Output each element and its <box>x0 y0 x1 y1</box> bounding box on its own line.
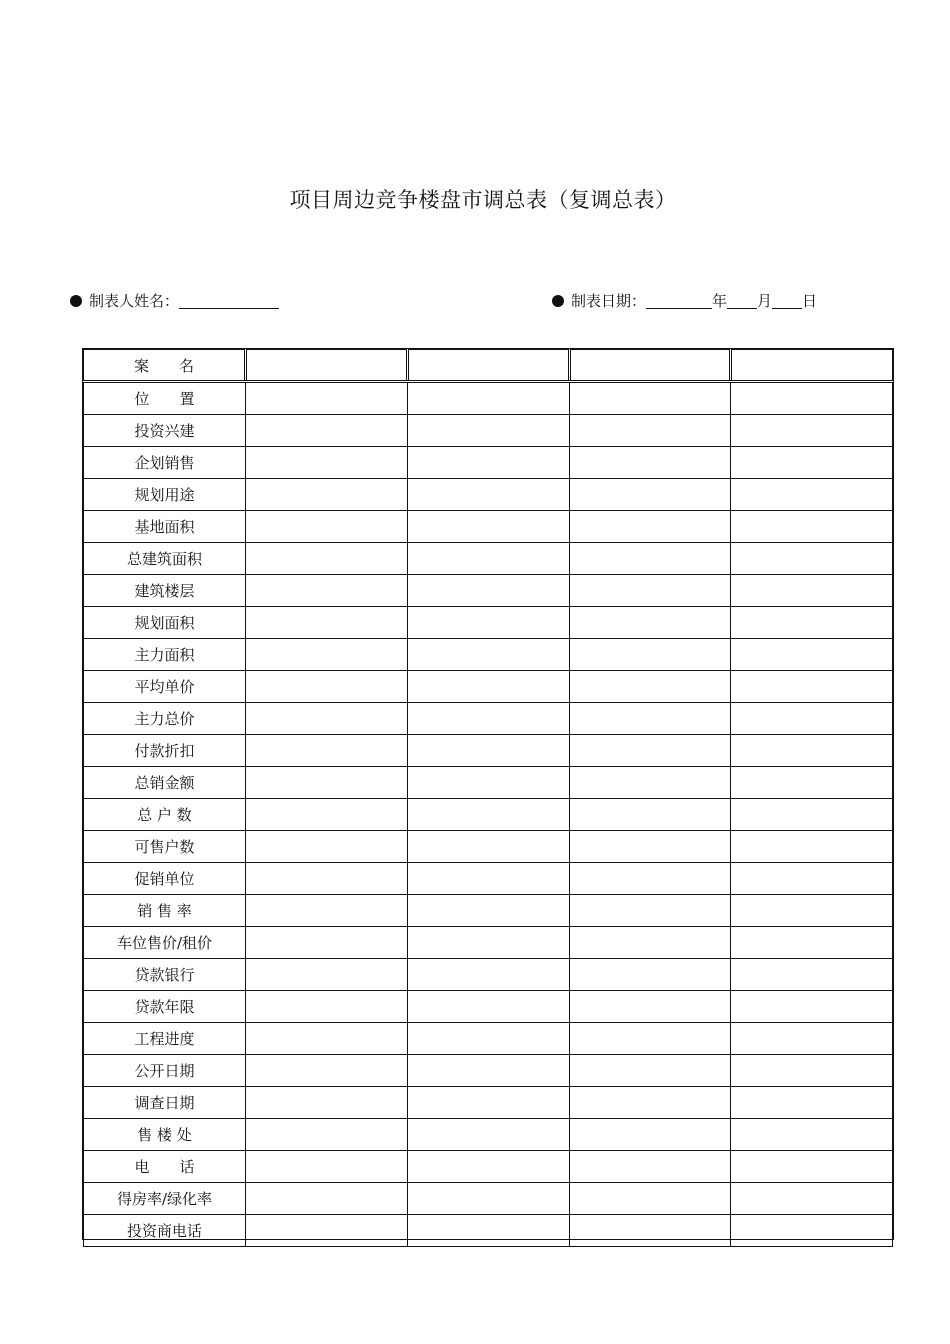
table-cell[interactable] <box>407 1215 569 1247</box>
preparer-name-blank[interactable] <box>179 292 279 309</box>
table-cell[interactable] <box>731 959 893 991</box>
table-cell[interactable] <box>246 447 408 479</box>
table-cell[interactable] <box>569 831 731 863</box>
table-cell[interactable] <box>246 959 408 991</box>
table-cell[interactable] <box>407 991 569 1023</box>
table-row <box>84 831 893 863</box>
table-cell[interactable] <box>407 543 569 575</box>
table-cell[interactable] <box>569 350 731 382</box>
table-cell[interactable] <box>569 703 731 735</box>
table-cell[interactable] <box>731 1183 893 1215</box>
table-cell[interactable] <box>246 543 408 575</box>
row-label: 基地面积 <box>84 511 246 543</box>
table-cell[interactable] <box>569 895 731 927</box>
table-cell[interactable] <box>569 382 731 415</box>
table-row <box>84 1215 893 1247</box>
row-label: 电 话 <box>84 1151 246 1183</box>
table-cell[interactable] <box>246 799 408 831</box>
table-cell[interactable] <box>569 511 731 543</box>
table-row <box>84 767 893 799</box>
row-label: 贷款银行 <box>84 959 246 991</box>
table-cell[interactable] <box>731 735 893 767</box>
row-label: 调查日期 <box>84 1087 246 1119</box>
month-label: 月 <box>757 292 773 310</box>
table-cell[interactable] <box>731 927 893 959</box>
table-cell[interactable] <box>246 575 408 607</box>
table-cell[interactable] <box>407 511 569 543</box>
table-row <box>84 543 893 575</box>
row-label: 平均单价 <box>84 671 246 703</box>
table-cell[interactable] <box>731 671 893 703</box>
table-cell[interactable] <box>407 1119 569 1151</box>
table-cell[interactable] <box>407 447 569 479</box>
table-cell[interactable] <box>731 447 893 479</box>
preparer-label: 制表人姓名： <box>89 292 180 310</box>
table-cell[interactable] <box>731 1087 893 1119</box>
table-cell[interactable] <box>246 1183 408 1215</box>
table-cell[interactable] <box>246 607 408 639</box>
row-label: 贷款年限 <box>84 991 246 1023</box>
table-row <box>84 1151 893 1183</box>
table-cell[interactable] <box>407 959 569 991</box>
row-label: 建筑楼层 <box>84 575 246 607</box>
table-cell[interactable] <box>246 895 408 927</box>
table-cell[interactable] <box>569 607 731 639</box>
bullet-icon <box>70 295 82 307</box>
table-cell[interactable] <box>246 831 408 863</box>
table-cell[interactable] <box>731 767 893 799</box>
row-label: 企划销售 <box>84 447 246 479</box>
table-cell[interactable] <box>569 991 731 1023</box>
table-row <box>84 671 893 703</box>
table-cell[interactable] <box>569 735 731 767</box>
bullet-icon <box>552 295 564 307</box>
table-cell[interactable] <box>407 895 569 927</box>
table-row <box>84 1087 893 1119</box>
date-field <box>552 290 817 311</box>
table-cell[interactable] <box>246 1055 408 1087</box>
row-label: 位 置 <box>84 382 246 415</box>
table-row <box>84 511 893 543</box>
row-label: 投资兴建 <box>84 415 246 447</box>
row-label: 付款折扣 <box>84 735 246 767</box>
table-cell[interactable] <box>407 767 569 799</box>
table-cell[interactable] <box>407 703 569 735</box>
table-cell[interactable] <box>246 1023 408 1055</box>
preparer-field <box>70 290 279 311</box>
table-cell[interactable] <box>246 639 408 671</box>
month-blank[interactable] <box>727 292 757 309</box>
page-title: 项目周边竞争楼盘市调总表（复调总表） <box>289 188 677 212</box>
table-cell[interactable] <box>731 575 893 607</box>
table-cell[interactable] <box>246 1151 408 1183</box>
table-cell[interactable] <box>407 671 569 703</box>
table-cell[interactable] <box>407 479 569 511</box>
table-cell[interactable] <box>569 479 731 511</box>
table-cell[interactable] <box>731 1215 893 1247</box>
table-row <box>84 1119 893 1151</box>
table-cell[interactable] <box>407 831 569 863</box>
table-row <box>84 799 893 831</box>
table-cell[interactable] <box>731 543 893 575</box>
table-row <box>84 415 893 447</box>
day-blank[interactable] <box>772 292 802 309</box>
table-cell[interactable] <box>569 927 731 959</box>
row-label: 规划用途 <box>84 479 246 511</box>
table-row <box>84 927 893 959</box>
table-cell[interactable] <box>246 479 408 511</box>
table-cell[interactable] <box>407 927 569 959</box>
table-cell[interactable] <box>407 1087 569 1119</box>
table-cell[interactable] <box>407 799 569 831</box>
row-label: 总销金额 <box>84 767 246 799</box>
table-cell[interactable] <box>407 382 569 415</box>
table-cell[interactable] <box>569 415 731 447</box>
table-cell[interactable] <box>731 607 893 639</box>
table-cell[interactable] <box>569 1055 731 1087</box>
table-cell[interactable] <box>407 735 569 767</box>
table-cell[interactable] <box>407 350 569 382</box>
table-row <box>84 607 893 639</box>
table-cell[interactable] <box>407 415 569 447</box>
row-label: 售 楼 处 <box>84 1119 246 1151</box>
table-cell[interactable] <box>246 511 408 543</box>
table-cell[interactable] <box>246 415 408 447</box>
table-cell[interactable] <box>407 607 569 639</box>
table-row <box>84 1055 893 1087</box>
table-cell[interactable] <box>569 959 731 991</box>
table-row <box>84 735 893 767</box>
table-cell[interactable] <box>407 1055 569 1087</box>
row-label: 投资商电话 <box>84 1215 246 1247</box>
table-cell[interactable] <box>246 927 408 959</box>
table-cell[interactable] <box>731 511 893 543</box>
table-cell[interactable] <box>569 671 731 703</box>
table-cell[interactable] <box>246 863 408 895</box>
table-cell[interactable] <box>246 991 408 1023</box>
row-label: 公开日期 <box>84 1055 246 1087</box>
table-cell[interactable] <box>569 575 731 607</box>
table-cell[interactable] <box>246 671 408 703</box>
table-cell[interactable] <box>731 1119 893 1151</box>
day-label: 日 <box>802 292 818 310</box>
row-label: 销 售 率 <box>84 895 246 927</box>
table-cell[interactable] <box>246 350 408 382</box>
table-cell[interactable] <box>569 863 731 895</box>
row-label: 得房率/绿化率 <box>84 1183 246 1215</box>
table-cell[interactable] <box>731 382 893 415</box>
table-cell[interactable] <box>569 1151 731 1183</box>
table-cell[interactable] <box>407 575 569 607</box>
table-row <box>84 479 893 511</box>
table-row <box>84 575 893 607</box>
table-cell[interactable] <box>246 382 408 415</box>
table-cell[interactable] <box>246 767 408 799</box>
table-cell[interactable] <box>731 415 893 447</box>
row-label: 规划面积 <box>84 607 246 639</box>
table-cell[interactable] <box>569 447 731 479</box>
table-cell[interactable] <box>407 639 569 671</box>
row-label: 促销单位 <box>84 863 246 895</box>
row-label: 总 户 数 <box>84 799 246 831</box>
table-cell[interactable] <box>246 1087 408 1119</box>
table-cell[interactable] <box>731 1023 893 1055</box>
table-cell[interactable] <box>407 1183 569 1215</box>
row-label-project-name: 案 名 <box>84 350 246 382</box>
table-cell[interactable] <box>246 1119 408 1151</box>
table-cell[interactable] <box>569 639 731 671</box>
table-row <box>84 1023 893 1055</box>
table-cell[interactable] <box>569 1087 731 1119</box>
table-cell[interactable] <box>569 1023 731 1055</box>
table-row <box>84 959 893 991</box>
table-row <box>84 703 893 735</box>
row-label: 车位售价/租价 <box>84 927 246 959</box>
table-cell[interactable] <box>731 639 893 671</box>
table-cell[interactable] <box>407 863 569 895</box>
row-label: 主力总价 <box>84 703 246 735</box>
table-cell[interactable] <box>731 703 893 735</box>
survey-table <box>82 348 894 1240</box>
date-label: 制表日期： <box>571 292 647 310</box>
table-cell[interactable] <box>246 703 408 735</box>
table-cell[interactable] <box>407 1023 569 1055</box>
table-header-row <box>84 350 893 382</box>
year-blank[interactable] <box>646 292 712 309</box>
table-row <box>84 863 893 895</box>
table-cell[interactable] <box>731 479 893 511</box>
table-cell[interactable] <box>731 895 893 927</box>
year-label: 年 <box>712 292 728 310</box>
row-label: 工程进度 <box>84 1023 246 1055</box>
table-cell[interactable] <box>407 1151 569 1183</box>
table-row <box>84 1183 893 1215</box>
table-row <box>84 639 893 671</box>
row-label: 可售户数 <box>84 831 246 863</box>
row-label: 主力面积 <box>84 639 246 671</box>
row-label: 总建筑面积 <box>84 543 246 575</box>
table-cell[interactable] <box>731 1055 893 1087</box>
table-row <box>84 895 893 927</box>
table-cell[interactable] <box>569 1119 731 1151</box>
table-row <box>84 382 893 415</box>
table-cell[interactable] <box>569 799 731 831</box>
table-row <box>84 991 893 1023</box>
table-cell[interactable] <box>569 1183 731 1215</box>
table-cell[interactable] <box>569 767 731 799</box>
table-cell[interactable] <box>731 1151 893 1183</box>
table-cell[interactable] <box>246 1215 408 1247</box>
table-cell[interactable] <box>246 735 408 767</box>
table-cell[interactable] <box>731 350 893 382</box>
table-cell[interactable] <box>731 991 893 1023</box>
table-cell[interactable] <box>731 831 893 863</box>
table-cell[interactable] <box>569 1215 731 1247</box>
table-cell[interactable] <box>731 799 893 831</box>
table-cell[interactable] <box>731 863 893 895</box>
table-row <box>84 447 893 479</box>
table-cell[interactable] <box>569 543 731 575</box>
